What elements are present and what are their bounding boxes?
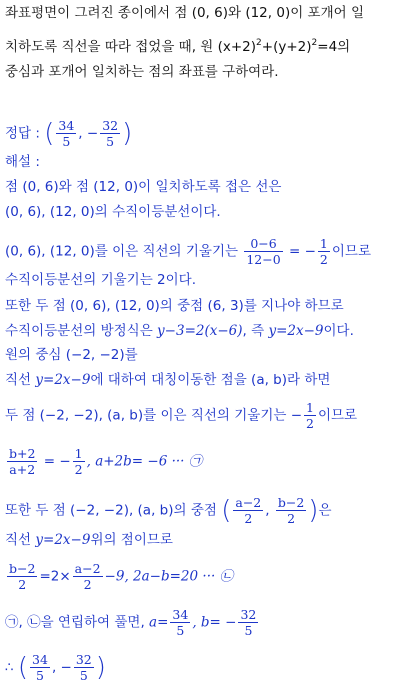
problem-line-2: [5, 33, 350, 57]
fraction: $\frac{1}{2}$: [306, 400, 314, 431]
fraction: $\frac{34}{5}$: [32, 652, 48, 683]
fraction: $\frac{32}{5}$: [240, 607, 257, 638]
fraction: $\frac{34}{5}$: [172, 607, 189, 638]
problem-text: =4의: [317, 39, 351, 55]
solution-line: 두 점 (−2, −2), (a, b)를 이은 직선의 기울기는 − $\frac{1}{2}$ 이므로: [5, 400, 358, 431]
fraction: $\frac{1}{2}$: [319, 236, 328, 267]
solution-line: 직선 y=2x−9위의 점이므로: [5, 532, 173, 548]
solution-line: 또한 두 점 (0, 6), (12, 0)의 중점 (6, 3)를 지나야 하므로: [5, 298, 344, 314]
problem-line-3: [5, 62, 279, 82]
solution-line: (0, 6), (12, 0)를 이은 직선의 기울기는 $\frac{0-6}{12-0}$ = − $\frac{1}{2}$ 이므로: [5, 236, 371, 267]
solution-line: (0, 6), (12, 0)의 수직이등분선이다.: [5, 204, 221, 220]
fraction: $\frac{a-2}{2}$: [74, 561, 101, 592]
solution-line: 원의 중심 (−2, −2)를: [5, 347, 138, 363]
paren: ): [122, 118, 133, 149]
solution-line: 직선 y=2x−9에 대하여 대칭이동한 점을 (a, b)라 하면: [5, 372, 331, 388]
problem-line-1: [5, 3, 364, 23]
problem-text: +(y+2): [261, 39, 312, 55]
problem-text: 치하도록 직선을 따라 접었을 때, 원 (x+2): [5, 39, 257, 55]
fraction: $\frac{b-2}{2}$: [277, 495, 305, 526]
problem-text: 좌표평면이 그려진 종이에서 점 (0, 6)와 (12, 0)이 포개어 일: [5, 5, 364, 21]
fraction: $\frac{a-2}{2}$: [235, 495, 262, 526]
fraction: $\frac{b+2}{a+2}$: [9, 446, 36, 477]
fraction: $\frac{0-6}{12-0}$: [246, 236, 281, 267]
exponent: 2: [256, 38, 262, 48]
fraction: $\frac{1}{2}$: [74, 446, 83, 477]
solution-line: 수직이등분선의 기울기는 2이다.: [5, 272, 196, 288]
therefore-symbol: ∴: [5, 659, 14, 676]
fraction: $\frac{32}{5}$: [75, 652, 92, 683]
solution-line: 수직이등분선의 방정식은 y−3=2(x−6), 즉 y=2x−9이다.: [5, 323, 354, 339]
equation-1: $\frac{b+2}{a+2}$ = − $\frac{1}{2}$ , a+2b= −6 ··· ㉠: [9, 446, 203, 477]
equation-2: $\frac{b-2}{2}$ =2× $\frac{a-2}{2}$ −9, 2a−b=20 ··· ㉡: [9, 561, 234, 592]
paren: (: [44, 118, 55, 149]
answer-line: 정답 : ( $\frac{34}{5}$ , − $\frac{32}{5}$ ): [5, 118, 133, 149]
solution-line: ㉠, ㉡을 연립하여 풀면, a= $\frac{34}{5}$ , b= − $\frac{32}{5}$: [5, 607, 257, 638]
fraction: $\frac{32}{5}$: [102, 118, 119, 149]
solution-heading: 해설 :: [5, 154, 40, 170]
solution-line: 또한 두 점 (−2, −2), (a, b)의 중점 ( $\frac{a-2}{2}$ , $\frac{b-2}{2}$ )은: [5, 495, 332, 526]
fraction: $\frac{b-2}{2}$: [9, 561, 36, 592]
final-answer: ∴ ( $\frac{34}{5}$ , − $\frac{32}{5}$ ): [5, 652, 106, 683]
exponent: 2: [311, 38, 318, 48]
problem-text: 중심과 포개어 일치하는 점의 좌표를 구하여라.: [5, 64, 279, 80]
answer-label: 정답 :: [5, 125, 40, 142]
fraction: $\frac{34}{5}$: [58, 118, 75, 149]
solution-line: 점 (0, 6)와 점 (12, 0)이 일치하도록 접은 선은: [5, 179, 282, 195]
